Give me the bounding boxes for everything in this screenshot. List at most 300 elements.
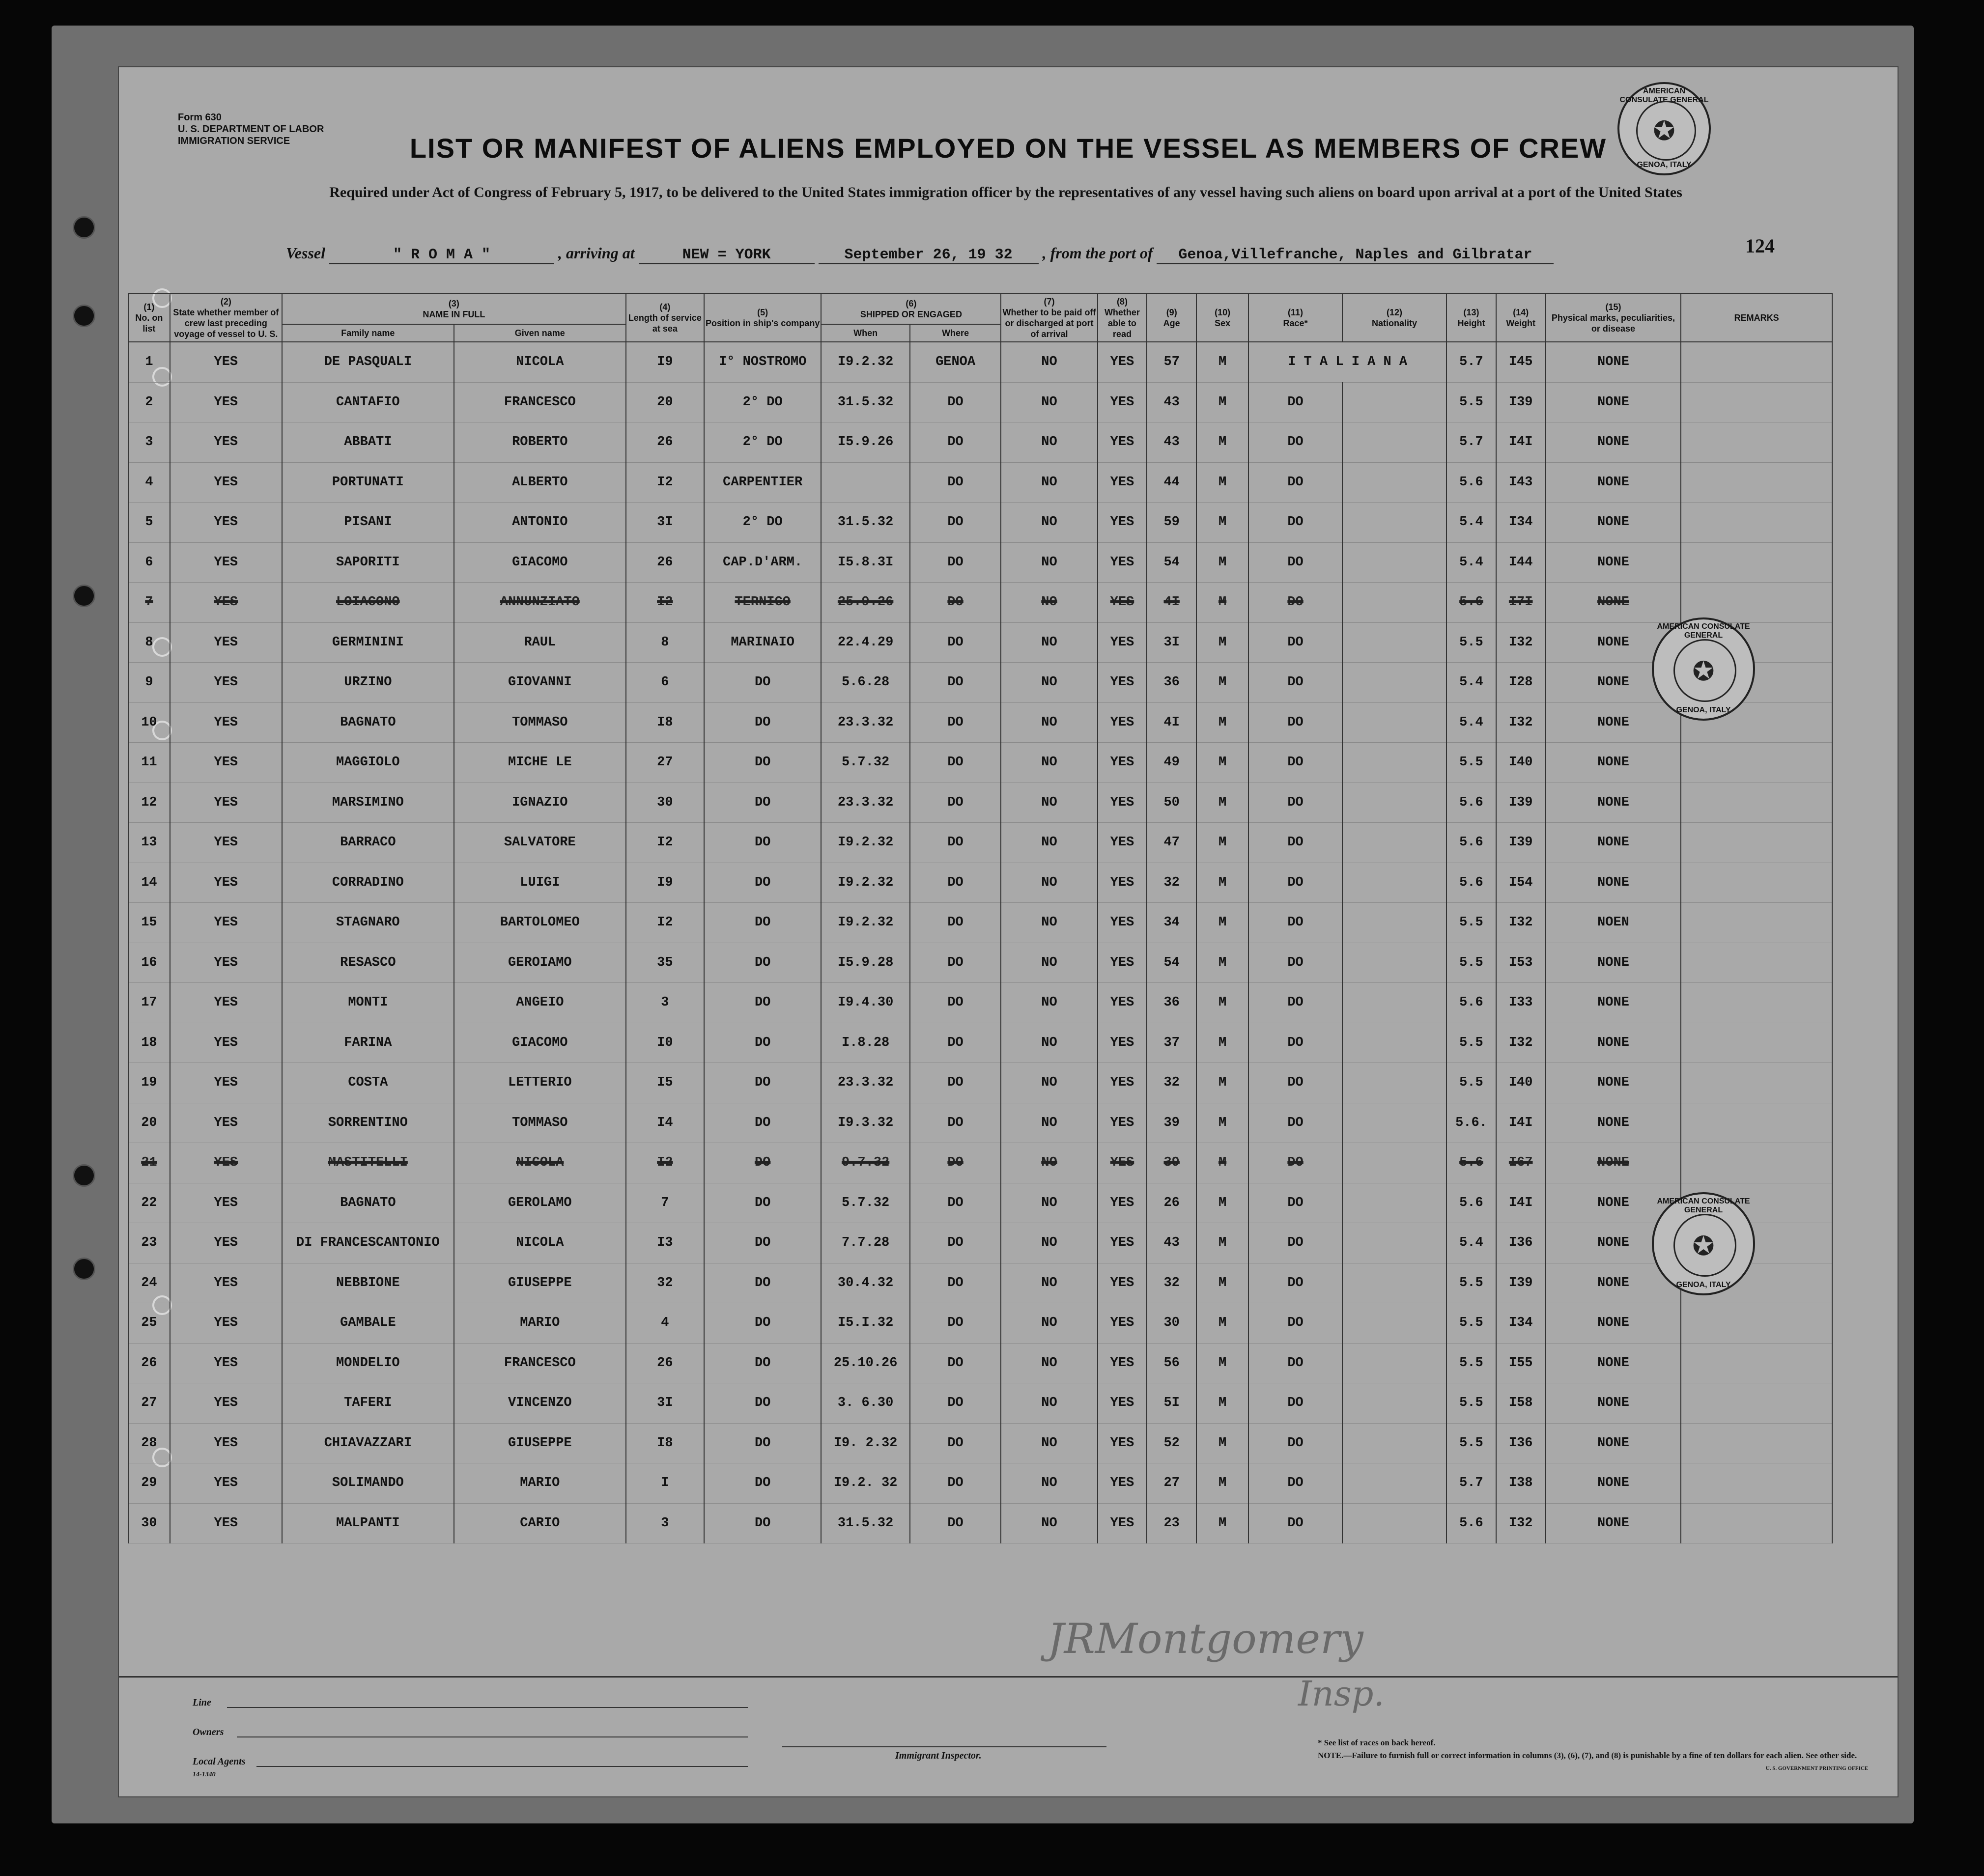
- binder-hole: [73, 585, 95, 607]
- previous-voyage-cell: YES: [170, 1343, 282, 1383]
- inspector-signature: JRMontgomery: [1048, 1615, 1363, 1663]
- service-length-cell: I5: [626, 1063, 704, 1103]
- shipped-where-cell: DO: [910, 1223, 1001, 1263]
- height-cell: 5.5: [1446, 1383, 1496, 1424]
- previous-voyage-cell: YES: [170, 1223, 282, 1263]
- col-label-3: NAME IN FULL: [423, 309, 485, 319]
- position-cell: DO: [704, 1503, 822, 1543]
- shipped-where-cell: DO: [910, 1383, 1001, 1424]
- line-label: Line: [193, 1697, 211, 1708]
- sex-cell: M: [1196, 622, 1248, 663]
- position-cell: DO: [704, 783, 822, 823]
- nationality-cell: [1342, 1383, 1446, 1424]
- paid-off-cell: NO: [1001, 382, 1097, 422]
- col-label-11: Race*: [1283, 318, 1308, 328]
- row-number-cell: 8: [128, 622, 170, 663]
- shipped-where-cell: DO: [910, 1263, 1001, 1303]
- nationality-cell: [1342, 1423, 1446, 1463]
- col-age-header: [1147, 294, 1196, 342]
- previous-voyage-cell: YES: [170, 823, 282, 863]
- row-number-cell: 10: [128, 702, 170, 743]
- able-to-read-cell: YES: [1098, 823, 1147, 863]
- shipped-where-cell: DO: [910, 1183, 1001, 1223]
- height-cell: 5.7: [1446, 342, 1496, 382]
- race-cell: DO: [1248, 903, 1342, 943]
- col-num-2: (2): [220, 297, 231, 307]
- family-name-cell: STAGNARO: [282, 903, 454, 943]
- race-cell: DO: [1248, 422, 1342, 463]
- physical-marks-cell: NONE: [1546, 1023, 1681, 1063]
- paid-off-cell: NO: [1001, 422, 1097, 463]
- height-cell: 5.5: [1446, 1343, 1496, 1383]
- agents-label: Local Agents: [193, 1756, 246, 1767]
- age-cell: 47: [1147, 823, 1196, 863]
- position-cell: DO: [704, 1303, 822, 1344]
- able-to-read-cell: YES: [1098, 542, 1147, 583]
- remarks-cell: [1681, 863, 1832, 903]
- family-name-cell: DE PASQUALI: [282, 342, 454, 382]
- physical-marks-cell: NONE: [1546, 1423, 1681, 1463]
- weight-cell: I33: [1496, 983, 1546, 1023]
- service-length-cell: 20: [626, 382, 704, 422]
- remarks-cell: [1681, 1463, 1832, 1504]
- col-marks-header: [1546, 294, 1681, 342]
- paid-off-cell: NO: [1001, 943, 1097, 983]
- paid-off-cell: NO: [1001, 743, 1097, 783]
- given-name-cell: CARIO: [454, 1503, 626, 1543]
- position-cell: DO: [704, 663, 822, 703]
- position-cell: TERNICO: [704, 583, 822, 623]
- age-cell: 39: [1147, 1103, 1196, 1143]
- weight-cell: I7I: [1496, 583, 1546, 623]
- paid-off-cell: NO: [1001, 1223, 1097, 1263]
- table-row: [128, 1463, 1832, 1504]
- previous-voyage-cell: YES: [170, 1383, 282, 1424]
- physical-marks-cell: NONE: [1546, 1383, 1681, 1424]
- position-cell: DO: [704, 1183, 822, 1223]
- shipped-when-cell: 25.9.26: [821, 583, 909, 623]
- shipped-when-cell: 25.10.26: [821, 1343, 909, 1383]
- col-label-10: Sex: [1215, 318, 1231, 328]
- physical-marks-cell: NONE: [1546, 542, 1681, 583]
- paid-off-cell: NO: [1001, 1063, 1097, 1103]
- weight-cell: I32: [1496, 903, 1546, 943]
- col-paid-off-header: [1001, 294, 1097, 342]
- shipped-when-cell: 22.4.29: [821, 622, 909, 663]
- sex-cell: M: [1196, 1423, 1248, 1463]
- race-cell: DO: [1248, 1423, 1342, 1463]
- position-cell: MARINAIO: [704, 622, 822, 663]
- form-department: U. S. DEPARTMENT OF LABOR: [178, 124, 324, 135]
- paid-off-cell: NO: [1001, 342, 1097, 382]
- row-number-cell: 23: [128, 1223, 170, 1263]
- paid-off-cell: NO: [1001, 503, 1097, 543]
- remarks-cell: [1681, 1423, 1832, 1463]
- shipped-when-cell: 7.7.28: [821, 1223, 909, 1263]
- row-number-cell: 1: [128, 342, 170, 382]
- owners-label: Owners: [193, 1727, 224, 1737]
- nationality-cell: [1342, 702, 1446, 743]
- previous-voyage-cell: YES: [170, 1063, 282, 1103]
- table-row: [128, 663, 1832, 703]
- sex-cell: M: [1196, 1463, 1248, 1504]
- remarks-cell: [1681, 1143, 1832, 1183]
- nationality-cell: [1342, 863, 1446, 903]
- race-cell: DO: [1248, 1223, 1342, 1263]
- remarks-cell: [1681, 1063, 1832, 1103]
- paid-off-cell: NO: [1001, 1383, 1097, 1424]
- row-number-cell: 25: [128, 1303, 170, 1344]
- table-row: [128, 1343, 1832, 1383]
- family-name-cell: CHIAVAZZARI: [282, 1423, 454, 1463]
- row-number-cell: 30: [128, 1503, 170, 1543]
- race-cell: DO: [1248, 1503, 1342, 1543]
- shipped-where-cell: DO: [910, 1503, 1001, 1543]
- family-name-cell: FARINA: [282, 1023, 454, 1063]
- given-name-cell: GIUSEPPE: [454, 1423, 626, 1463]
- physical-marks-cell: NONE: [1546, 1063, 1681, 1103]
- shipped-where-cell: DO: [910, 542, 1001, 583]
- sex-cell: M: [1196, 1503, 1248, 1543]
- physical-marks-cell: NONE: [1546, 1103, 1681, 1143]
- height-cell: 5.5: [1446, 1303, 1496, 1344]
- previous-voyage-cell: YES: [170, 1423, 282, 1463]
- position-cell: DO: [704, 702, 822, 743]
- col-when-header: When: [821, 324, 909, 342]
- row-number-cell: 21: [128, 1143, 170, 1183]
- physical-marks-cell: NONE: [1546, 823, 1681, 863]
- sex-cell: M: [1196, 743, 1248, 783]
- col-num-5: (5): [757, 308, 768, 317]
- agents-code: 14-1340: [193, 1771, 216, 1778]
- shipped-when-cell: I9.2.32: [821, 863, 909, 903]
- service-length-cell: I9: [626, 342, 704, 382]
- given-name-cell: TOMMASO: [454, 702, 626, 743]
- col-num-14: (14): [1513, 308, 1529, 317]
- family-name-cell: MASTITELLI: [282, 1143, 454, 1183]
- shipped-when-cell: 3. 6.30: [821, 1383, 909, 1424]
- origin-ports: Genoa,Villefranche, Naples and Gilbratar: [1157, 247, 1554, 264]
- col-num-8: (8): [1116, 297, 1128, 307]
- col-num-9: (9): [1166, 308, 1177, 317]
- given-name-cell: GIOVANNI: [454, 663, 626, 703]
- row-number-cell: 19: [128, 1063, 170, 1103]
- position-cell: CAP.D'ARM.: [704, 542, 822, 583]
- previous-voyage-cell: YES: [170, 1303, 282, 1344]
- nationality-cell: [1342, 422, 1446, 463]
- height-cell: 5.5: [1446, 1263, 1496, 1303]
- family-name-cell: ABBATI: [282, 422, 454, 463]
- position-cell: DO: [704, 823, 822, 863]
- paid-off-cell: NO: [1001, 1023, 1097, 1063]
- arrival-date: September 26, 19 32: [819, 247, 1039, 264]
- weight-cell: I32: [1496, 1023, 1546, 1063]
- owners-rule: [237, 1736, 748, 1737]
- family-name-cell: SAPORITI: [282, 542, 454, 583]
- height-cell: 5.4: [1446, 663, 1496, 703]
- remarks-cell: [1681, 823, 1832, 863]
- weight-cell: I40: [1496, 743, 1546, 783]
- physical-marks-cell: NONE: [1546, 783, 1681, 823]
- position-cell: DO: [704, 1383, 822, 1424]
- service-length-cell: 26: [626, 422, 704, 463]
- physical-marks-cell: NONE: [1546, 503, 1681, 543]
- paid-off-cell: NO: [1001, 663, 1097, 703]
- age-cell: 32: [1147, 1263, 1196, 1303]
- physical-marks-cell: NONE: [1546, 1343, 1681, 1383]
- penalty-note: NOTE.—Failure to furnish full or correct information in columns (3), (6), (7), and (8) is punishable by a fine of ten dollars for each alien. See other side.: [1318, 1751, 1857, 1760]
- weight-cell: I36: [1496, 1423, 1546, 1463]
- nationality-cell: [1342, 663, 1446, 703]
- from-port-label: , from the port of: [1042, 244, 1153, 262]
- able-to-read-cell: YES: [1098, 1503, 1147, 1543]
- able-to-read-cell: YES: [1098, 903, 1147, 943]
- sex-cell: M: [1196, 1263, 1248, 1303]
- given-name-cell: ANNUNZIATO: [454, 583, 626, 623]
- nationality-cell: [1342, 1023, 1446, 1063]
- able-to-read-cell: YES: [1098, 382, 1147, 422]
- family-name-cell: MONTI: [282, 983, 454, 1023]
- position-cell: CARPENTIER: [704, 462, 822, 503]
- shipped-when-cell: 31.5.32: [821, 382, 909, 422]
- remarks-cell: [1681, 542, 1832, 583]
- age-cell: 52: [1147, 1423, 1196, 1463]
- remarks-cell: [1681, 1343, 1832, 1383]
- given-name-cell: IGNAZIO: [454, 783, 626, 823]
- col-where-header: Where: [910, 324, 1001, 342]
- sex-cell: M: [1196, 702, 1248, 743]
- row-number-cell: 22: [128, 1183, 170, 1223]
- table-row: [128, 622, 1832, 663]
- eagle-icon: ✪: [1692, 657, 1715, 686]
- vessel-name: " R O M A ": [329, 247, 554, 264]
- nationality-cell: [1342, 1183, 1446, 1223]
- height-cell: 5.4: [1446, 542, 1496, 583]
- physical-marks-cell: NONE: [1546, 583, 1681, 623]
- shipped-where-cell: DO: [910, 1063, 1001, 1103]
- row-number-cell: 24: [128, 1263, 170, 1303]
- age-cell: 43: [1147, 1223, 1196, 1263]
- table-row: [128, 903, 1832, 943]
- race-cell: DO: [1248, 863, 1342, 903]
- previous-voyage-cell: YES: [170, 422, 282, 463]
- physical-marks-cell: NONE: [1546, 1503, 1681, 1543]
- remarks-cell: [1681, 743, 1832, 783]
- col-name-header: [282, 294, 626, 324]
- service-length-cell: 4: [626, 1303, 704, 1344]
- shipped-where-cell: DO: [910, 1423, 1001, 1463]
- shipped-where-cell: DO: [910, 622, 1001, 663]
- shipped-where-cell: DO: [910, 743, 1001, 783]
- service-length-cell: 3: [626, 1503, 704, 1543]
- able-to-read-cell: YES: [1098, 342, 1147, 382]
- able-to-read-cell: YES: [1098, 783, 1147, 823]
- physical-marks-cell: NONE: [1546, 702, 1681, 743]
- shipped-when-cell: I5.8.3I: [821, 542, 909, 583]
- sex-cell: M: [1196, 503, 1248, 543]
- shipped-when-cell: [821, 462, 909, 503]
- row-number-cell: 29: [128, 1463, 170, 1504]
- col-num-10: (10): [1215, 308, 1231, 317]
- table-row: [128, 1103, 1832, 1143]
- height-cell: 5.6.: [1446, 1103, 1496, 1143]
- given-name-cell: LETTERIO: [454, 1063, 626, 1103]
- position-cell: DO: [704, 1143, 822, 1183]
- col-previous-voyage-header: [170, 294, 282, 342]
- physical-marks-cell: NONE: [1546, 422, 1681, 463]
- eagle-icon: ✪: [1692, 1232, 1715, 1261]
- row-number-cell: 26: [128, 1343, 170, 1383]
- physical-marks-cell: NONE: [1546, 983, 1681, 1023]
- previous-voyage-cell: YES: [170, 583, 282, 623]
- age-cell: 54: [1147, 943, 1196, 983]
- family-name-cell: MALPANTI: [282, 1503, 454, 1543]
- col-weight-header: [1496, 294, 1546, 342]
- col-race-header: [1248, 294, 1342, 342]
- col-position-header: [704, 294, 822, 342]
- col-label-14: Weight: [1506, 318, 1536, 328]
- shipped-when-cell: I5.9.26: [821, 422, 909, 463]
- given-name-cell: NICOLA: [454, 1223, 626, 1263]
- age-cell: 27: [1147, 1463, 1196, 1504]
- shipped-where-cell: DO: [910, 1463, 1001, 1504]
- remarks-cell: [1681, 503, 1832, 543]
- shipped-where-cell: DO: [910, 783, 1001, 823]
- footnote: [1318, 1736, 1868, 1775]
- shipped-where-cell: DO: [910, 462, 1001, 503]
- col-label-2: State whether member of crew last preceding voyage of vessel to U. S.: [173, 308, 279, 339]
- height-cell: 5.6: [1446, 1503, 1496, 1543]
- remarks-cell: [1681, 382, 1832, 422]
- col-service-header: [626, 294, 704, 342]
- shipped-where-cell: DO: [910, 1303, 1001, 1344]
- physical-marks-cell: NONE: [1546, 1303, 1681, 1344]
- paid-off-cell: NO: [1001, 903, 1097, 943]
- shipped-when-cell: 23.3.32: [821, 1063, 909, 1103]
- table-row: [128, 1023, 1832, 1063]
- col-label-12: Nationality: [1372, 318, 1417, 328]
- physical-marks-cell: NONE: [1546, 1143, 1681, 1183]
- col-num-3: (3): [448, 298, 459, 308]
- inspector-title: Insp.: [1298, 1674, 1385, 1714]
- seal-text: AMERICAN CONSULATE GENERAL: [1657, 1197, 1750, 1214]
- shipped-where-cell: DO: [910, 863, 1001, 903]
- weight-cell: I39: [1496, 823, 1546, 863]
- weight-cell: I34: [1496, 503, 1546, 543]
- given-name-cell: NICOLA: [454, 1143, 626, 1183]
- weight-cell: I58: [1496, 1383, 1546, 1424]
- age-cell: 54: [1147, 542, 1196, 583]
- given-name-cell: MARIO: [454, 1463, 626, 1504]
- able-to-read-cell: YES: [1098, 743, 1147, 783]
- service-length-cell: 32: [626, 1263, 704, 1303]
- race-cell: DO: [1248, 783, 1342, 823]
- weight-cell: I32: [1496, 622, 1546, 663]
- vessel-label: Vessel: [286, 244, 325, 262]
- col-shipped-header: [821, 294, 1001, 324]
- remarks-cell: [1681, 1503, 1832, 1543]
- physical-marks-cell: NONE: [1546, 943, 1681, 983]
- position-cell: DO: [704, 1223, 822, 1263]
- shipped-when-cell: 31.5.32: [821, 503, 909, 543]
- paid-off-cell: NO: [1001, 823, 1097, 863]
- col-num-7: (7): [1044, 297, 1055, 307]
- race-cell: DO: [1248, 503, 1342, 543]
- age-cell: 59: [1147, 503, 1196, 543]
- service-length-cell: I3: [626, 1223, 704, 1263]
- able-to-read-cell: YES: [1098, 1063, 1147, 1103]
- paid-off-cell: NO: [1001, 462, 1097, 503]
- paid-off-cell: NO: [1001, 1423, 1097, 1463]
- given-name-cell: GEROLAMO: [454, 1183, 626, 1223]
- given-name-cell: MARIO: [454, 1303, 626, 1344]
- height-cell: 5.6: [1446, 1143, 1496, 1183]
- family-name-cell: RESASCO: [282, 943, 454, 983]
- service-length-cell: I2: [626, 462, 704, 503]
- physical-marks-cell: NONE: [1546, 1183, 1681, 1223]
- weight-cell: I45: [1496, 342, 1546, 382]
- remarks-cell: [1681, 1103, 1832, 1143]
- family-name-cell: COSTA: [282, 1063, 454, 1103]
- line-rule: [227, 1707, 748, 1708]
- paid-off-cell: NO: [1001, 702, 1097, 743]
- position-cell: DO: [704, 1063, 822, 1103]
- sex-cell: M: [1196, 1343, 1248, 1383]
- able-to-read-cell: YES: [1098, 983, 1147, 1023]
- col-num-13: (13): [1463, 308, 1479, 317]
- paid-off-cell: NO: [1001, 1463, 1097, 1504]
- height-cell: 5.4: [1446, 503, 1496, 543]
- service-length-cell: 8: [626, 622, 704, 663]
- shipped-where-cell: DO: [910, 1343, 1001, 1383]
- shipped-when-cell: I9.3.32: [821, 1103, 909, 1143]
- shipped-when-cell: I9.2.32: [821, 823, 909, 863]
- given-name-cell: GIACOMO: [454, 1023, 626, 1063]
- given-name-cell: ROBERTO: [454, 422, 626, 463]
- arriving-label: , arriving at: [558, 244, 635, 262]
- weight-cell: I44: [1496, 542, 1546, 583]
- physical-marks-cell: NONE: [1546, 743, 1681, 783]
- previous-voyage-cell: YES: [170, 663, 282, 703]
- arrival-port: NEW = YORK: [639, 247, 815, 264]
- remarks-cell: [1681, 943, 1832, 983]
- height-cell: 5.5: [1446, 622, 1496, 663]
- races-note: * See list of races on back hereof.: [1318, 1738, 1436, 1747]
- able-to-read-cell: YES: [1098, 702, 1147, 743]
- given-name-cell: LUIGI: [454, 863, 626, 903]
- height-cell: 5.6: [1446, 983, 1496, 1023]
- table-row: [128, 1423, 1832, 1463]
- paid-off-cell: NO: [1001, 1303, 1097, 1344]
- table-row: [128, 823, 1832, 863]
- given-name-cell: GEROIAMO: [454, 943, 626, 983]
- height-cell: 5.6: [1446, 583, 1496, 623]
- age-cell: 39: [1147, 1143, 1196, 1183]
- table-row: [128, 1503, 1832, 1543]
- sex-cell: M: [1196, 1103, 1248, 1143]
- nationality-cell: [1342, 1103, 1446, 1143]
- col-label-6: SHIPPED OR ENGAGED: [860, 309, 962, 319]
- col-num-15: (15): [1605, 302, 1621, 312]
- vessel-info: [286, 244, 1554, 264]
- row-number-cell: 16: [128, 943, 170, 983]
- physical-marks-cell: NONE: [1546, 1463, 1681, 1504]
- position-cell: DO: [704, 1463, 822, 1504]
- consulate-seal: [1617, 82, 1711, 175]
- table-row: [128, 422, 1832, 463]
- able-to-read-cell: YES: [1098, 1303, 1147, 1344]
- physical-marks-cell: NONE: [1546, 1223, 1681, 1263]
